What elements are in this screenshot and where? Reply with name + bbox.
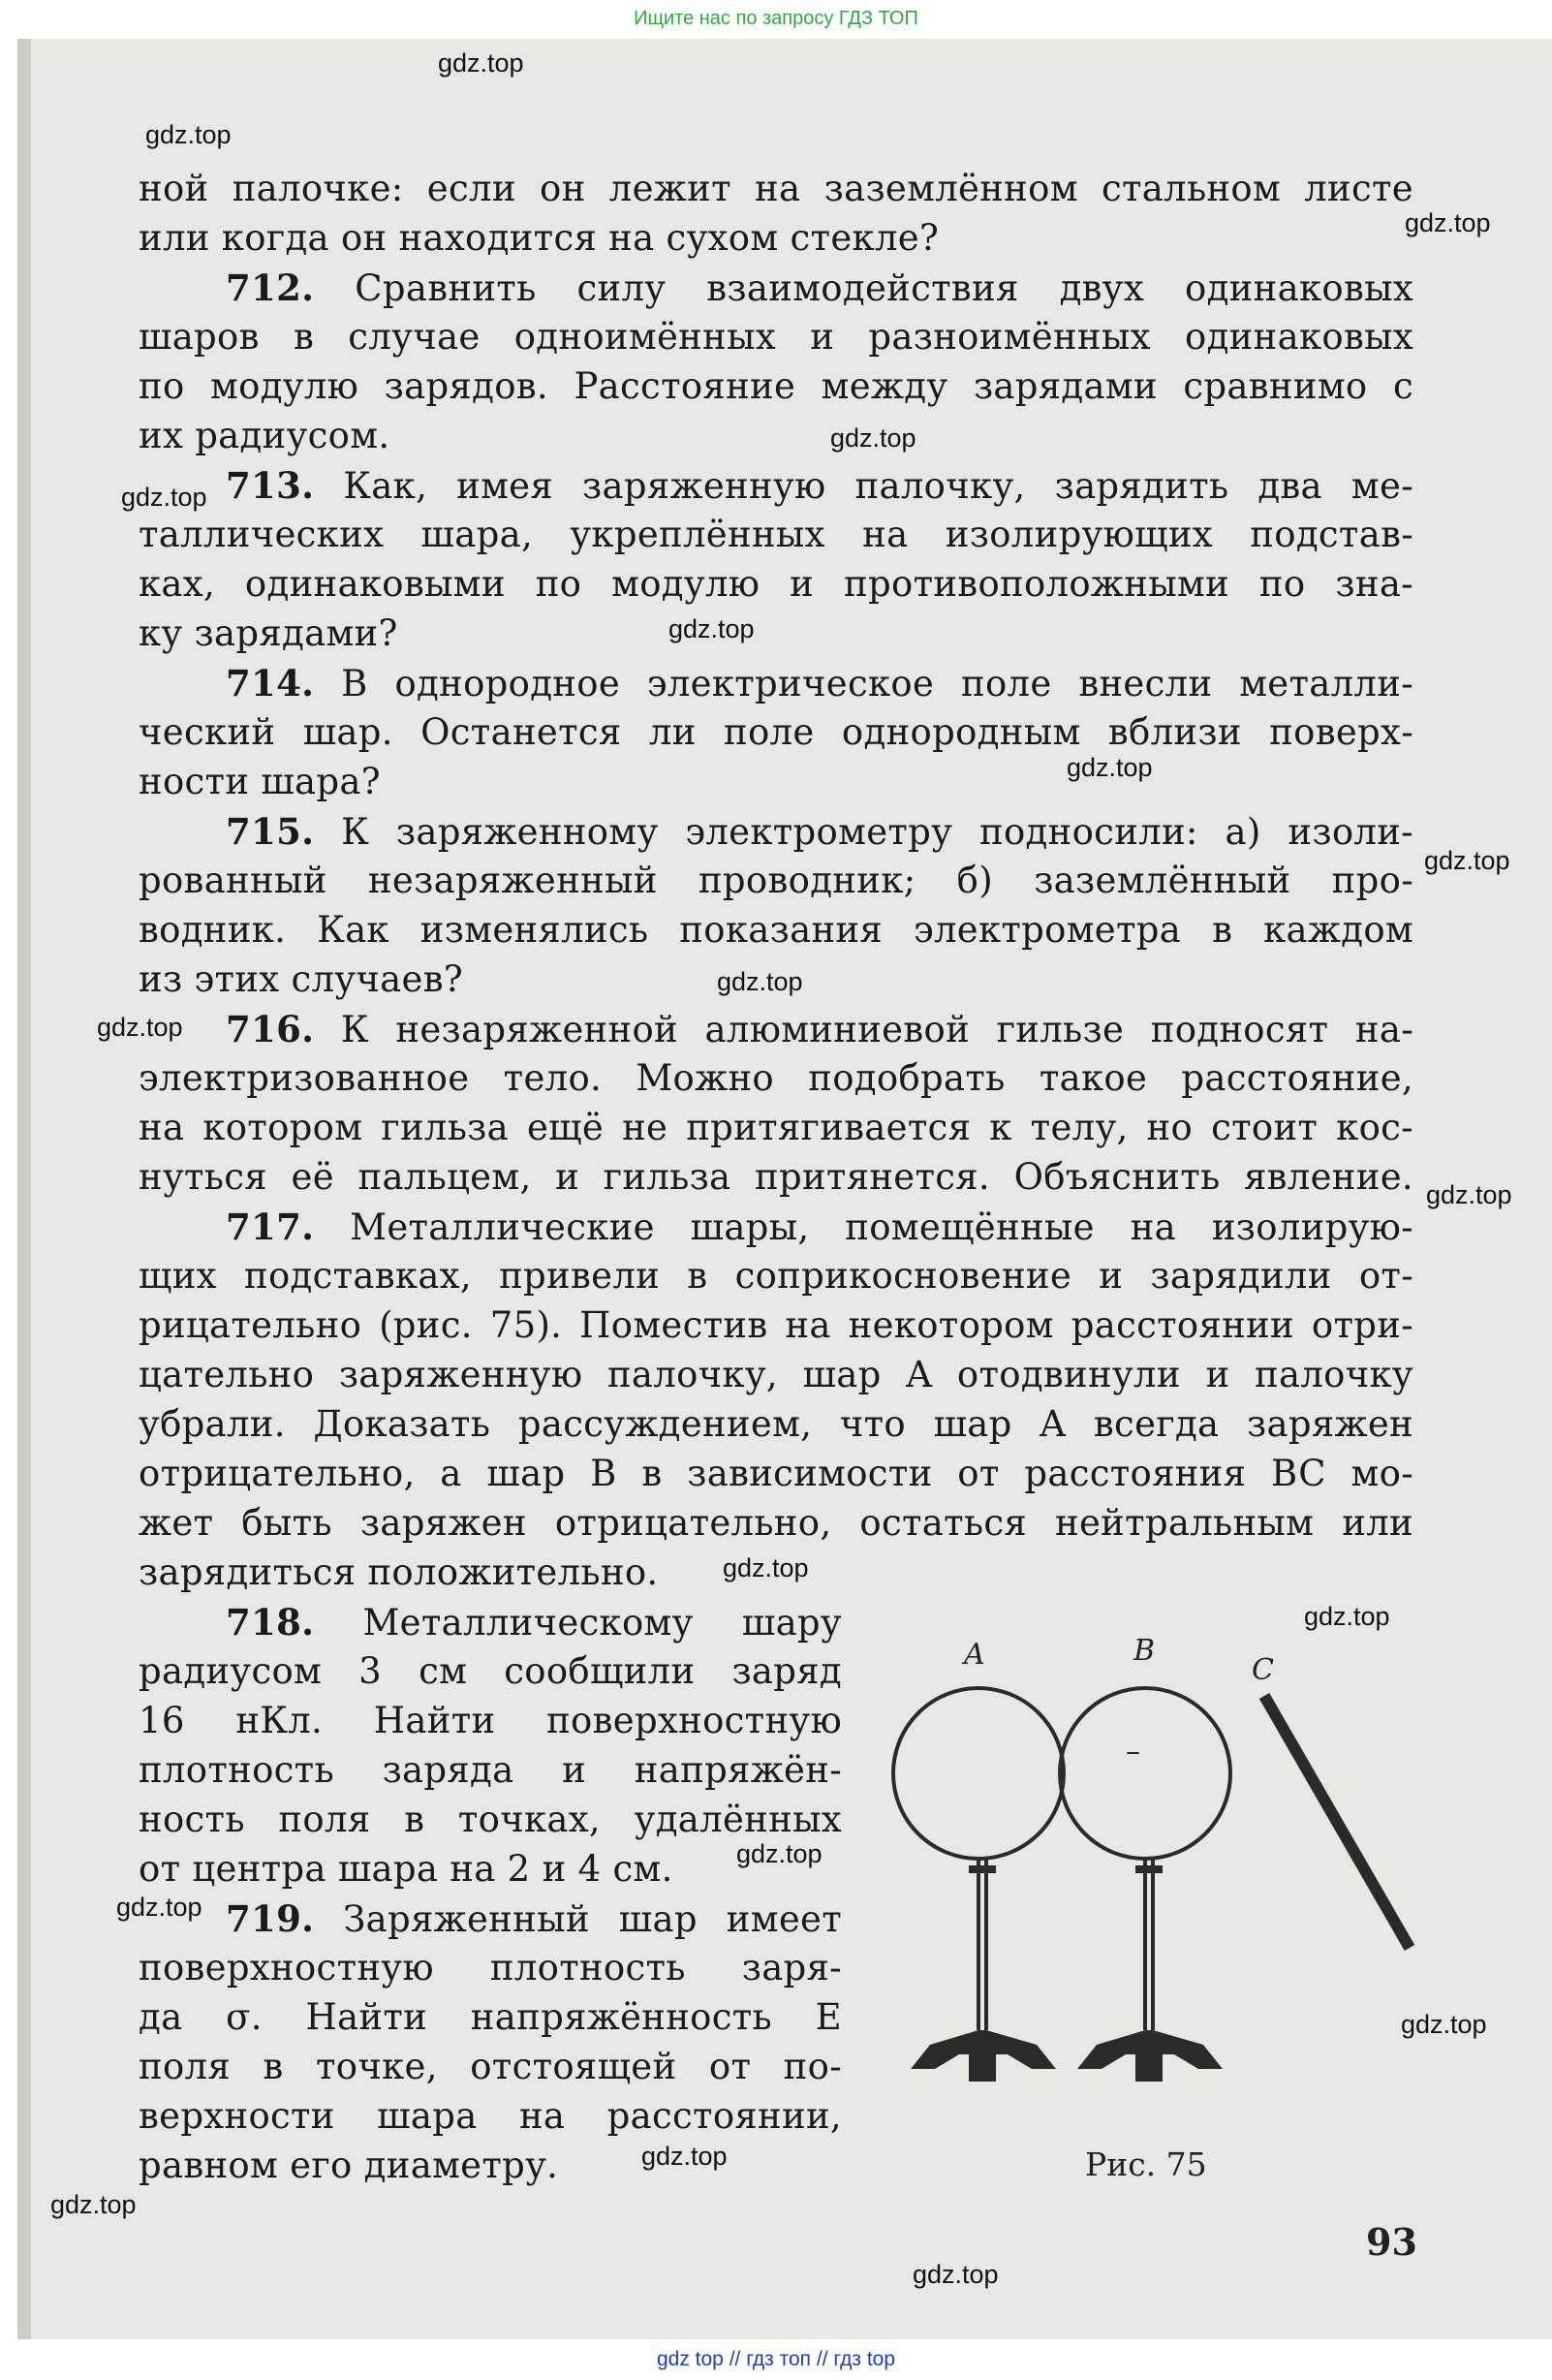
problem-718 bbox=[139, 1598, 842, 1646]
text-line: ности шара? bbox=[139, 761, 381, 802]
problem-number: 712. bbox=[226, 266, 315, 309]
figure-caption: Рис. 75 bbox=[1085, 2145, 1207, 2183]
problem-719 bbox=[139, 1895, 842, 1943]
watermark: gdz.top bbox=[1405, 208, 1491, 237]
text-line: Заряженный шар имеет bbox=[314, 1898, 842, 1940]
text-line: ной палочке: если он лежит на заземлённом стальном листе bbox=[139, 168, 1413, 209]
text-line: из этих случаев? bbox=[139, 958, 463, 1000]
text-line: В однородное электрическое поле внесли металли- bbox=[314, 663, 1413, 705]
figure-75 bbox=[872, 1634, 1434, 2122]
spheres-illustration bbox=[872, 1638, 1434, 2122]
watermark: gdz.top bbox=[50, 2190, 137, 2219]
text-line: ность поля в точках, удалённых bbox=[139, 1799, 842, 1840]
sphere-b bbox=[1060, 1688, 1230, 1859]
label-b: B bbox=[1133, 1634, 1156, 1668]
text-line: таллических шара, укреплённых на изолирующих подстав- bbox=[139, 514, 1413, 555]
problem-713 bbox=[139, 461, 1413, 510]
watermark: gdz.top bbox=[438, 48, 524, 78]
text-line: равном его диаметру. bbox=[139, 2145, 559, 2186]
watermark: gdz.top bbox=[145, 120, 232, 149]
text-line: убрали. Доказать рассуждением, что шар A всегда заряжен bbox=[139, 1403, 1413, 1445]
text-line: водник. Как изменялись показания электрометра в каждом bbox=[139, 909, 1413, 951]
charged-rod bbox=[1264, 1696, 1410, 1948]
text-line: радиусом 3 см сообщили заряд bbox=[139, 1650, 842, 1692]
text-line: рицательно (рис. 75). Поместив на некотором расстоянии отри- bbox=[139, 1304, 1413, 1346]
top-banner[interactable]: Ищите нас по запросу ГДЗ ТОП bbox=[0, 0, 1552, 39]
sphere-a bbox=[893, 1688, 1064, 1859]
text-line: или когда он находится на сухом стекле? bbox=[139, 217, 940, 259]
text-line: К заряженному электрометру подносили: а) изоли- bbox=[314, 811, 1413, 853]
text-line: К незаряженной алюминиевой гильзе подносят на- bbox=[314, 1009, 1413, 1050]
problem-717 bbox=[139, 1203, 1413, 1251]
text-line: жет быть заряжен отрицательно, остаться нейтральным или bbox=[139, 1502, 1413, 1544]
watermark: gdz.top bbox=[641, 2142, 728, 2171]
problem-715 bbox=[139, 807, 1413, 856]
text-line: отрицательно, а шар B в зависимости от расстояния BC мо- bbox=[139, 1453, 1413, 1494]
text-line: Как, имея заряженную палочку, зарядить два ме- bbox=[314, 465, 1413, 507]
problem-number: 718. bbox=[226, 1601, 315, 1644]
watermark: gdz.top bbox=[723, 1553, 809, 1582]
problem-714 bbox=[139, 659, 1413, 707]
watermark: gdz.top bbox=[1401, 2010, 1487, 2039]
watermark: gdz.top bbox=[913, 2260, 999, 2289]
problem-number: 719. bbox=[226, 1897, 315, 1940]
text-line: шаров в случае одноимённых и разноимённых одинаковых bbox=[139, 316, 1413, 358]
page-binding-shadow bbox=[17, 39, 31, 2339]
text-line: по модулю зарядов. Расстояние между зарядами сравнимо с bbox=[139, 365, 1413, 407]
text-line: их радиусом. bbox=[139, 415, 390, 456]
text-line: зарядиться положительно. bbox=[139, 1551, 659, 1593]
text-line: от центра шара на 2 и 4 см. bbox=[139, 1848, 673, 1890]
text-line: плотность заряда и напряжён- bbox=[139, 1749, 842, 1791]
watermark: gdz.top bbox=[830, 423, 916, 453]
text-line: на котором гильза ещё не притягивается к телу, но стоит кос- bbox=[139, 1107, 1413, 1148]
text-line: 16 нКл. Найти поверхностную bbox=[139, 1700, 842, 1741]
text-line: Металлические шары, помещённые на изолирую- bbox=[314, 1206, 1413, 1248]
watermark: gdz.top bbox=[121, 483, 207, 512]
label-c: C bbox=[1252, 1653, 1274, 1687]
watermark: gdz.top bbox=[1424, 846, 1510, 875]
text-line: электризованное тело. Можно подобрать такое расстояние, bbox=[139, 1057, 1413, 1099]
watermark: gdz.top bbox=[97, 1013, 183, 1042]
text-line: цательно заряженную палочку, шар A отодвинули и палочку bbox=[139, 1354, 1413, 1395]
problem-716 bbox=[139, 1005, 1413, 1053]
text-line: ку зарядами? bbox=[139, 612, 398, 654]
stand-a-foot bbox=[969, 2054, 996, 2082]
watermark: gdz.top bbox=[1304, 1602, 1390, 1631]
watermark: gdz.top bbox=[1067, 753, 1153, 782]
problem-number: 714. bbox=[226, 662, 315, 705]
stand-b-foot bbox=[1135, 2054, 1163, 2082]
text-line: щих подставках, привели в соприкосновение и зарядили от- bbox=[139, 1255, 1413, 1297]
text-line: нуться её пальцем, и гильза притянется. Объяснить явление. bbox=[139, 1156, 1413, 1198]
watermark: gdz.top bbox=[668, 614, 755, 643]
watermark: gdz.top bbox=[116, 1893, 202, 1922]
text-line: Сравнить силу взаимодействия двух одинаковых bbox=[314, 267, 1413, 309]
text-line: ках, одинаковыми по модулю и противоположными по зна- bbox=[139, 563, 1413, 605]
stand-b-collar bbox=[1135, 1865, 1163, 1873]
text-line: Металлическому шару bbox=[314, 1602, 842, 1644]
text-line: да σ. Найти напряжённость E bbox=[139, 1996, 842, 2038]
problem-number: 713. bbox=[226, 464, 315, 507]
text-line: верхности шара на расстоянии, bbox=[139, 2095, 842, 2137]
label-a: A bbox=[964, 1638, 985, 1672]
problem-number: 716. bbox=[226, 1008, 315, 1050]
stand-a-collar bbox=[969, 1865, 996, 1873]
text-line: рованный незаряженный проводник; б) заземлённый про- bbox=[139, 860, 1413, 901]
text-line: поверхностную плотность заря- bbox=[139, 1947, 842, 1989]
page-number: 93 bbox=[1366, 2220, 1417, 2264]
text-line: поля в точке, отстоящей от по- bbox=[139, 2046, 842, 2087]
text-line: ческий шар. Останется ли поле однородным вблизи поверх- bbox=[139, 711, 1413, 753]
problem-712 bbox=[139, 264, 1413, 312]
watermark: gdz.top bbox=[736, 1839, 823, 1868]
problem-number: 715. bbox=[226, 810, 315, 853]
watermark: gdz.top bbox=[717, 967, 803, 996]
watermark: gdz.top bbox=[1426, 1180, 1512, 1209]
bottom-banner[interactable]: gdz top // гдз топ // гдз top bbox=[0, 2339, 1552, 2380]
problem-number: 717. bbox=[226, 1206, 315, 1248]
minus-sign: – bbox=[1126, 1735, 1140, 1769]
